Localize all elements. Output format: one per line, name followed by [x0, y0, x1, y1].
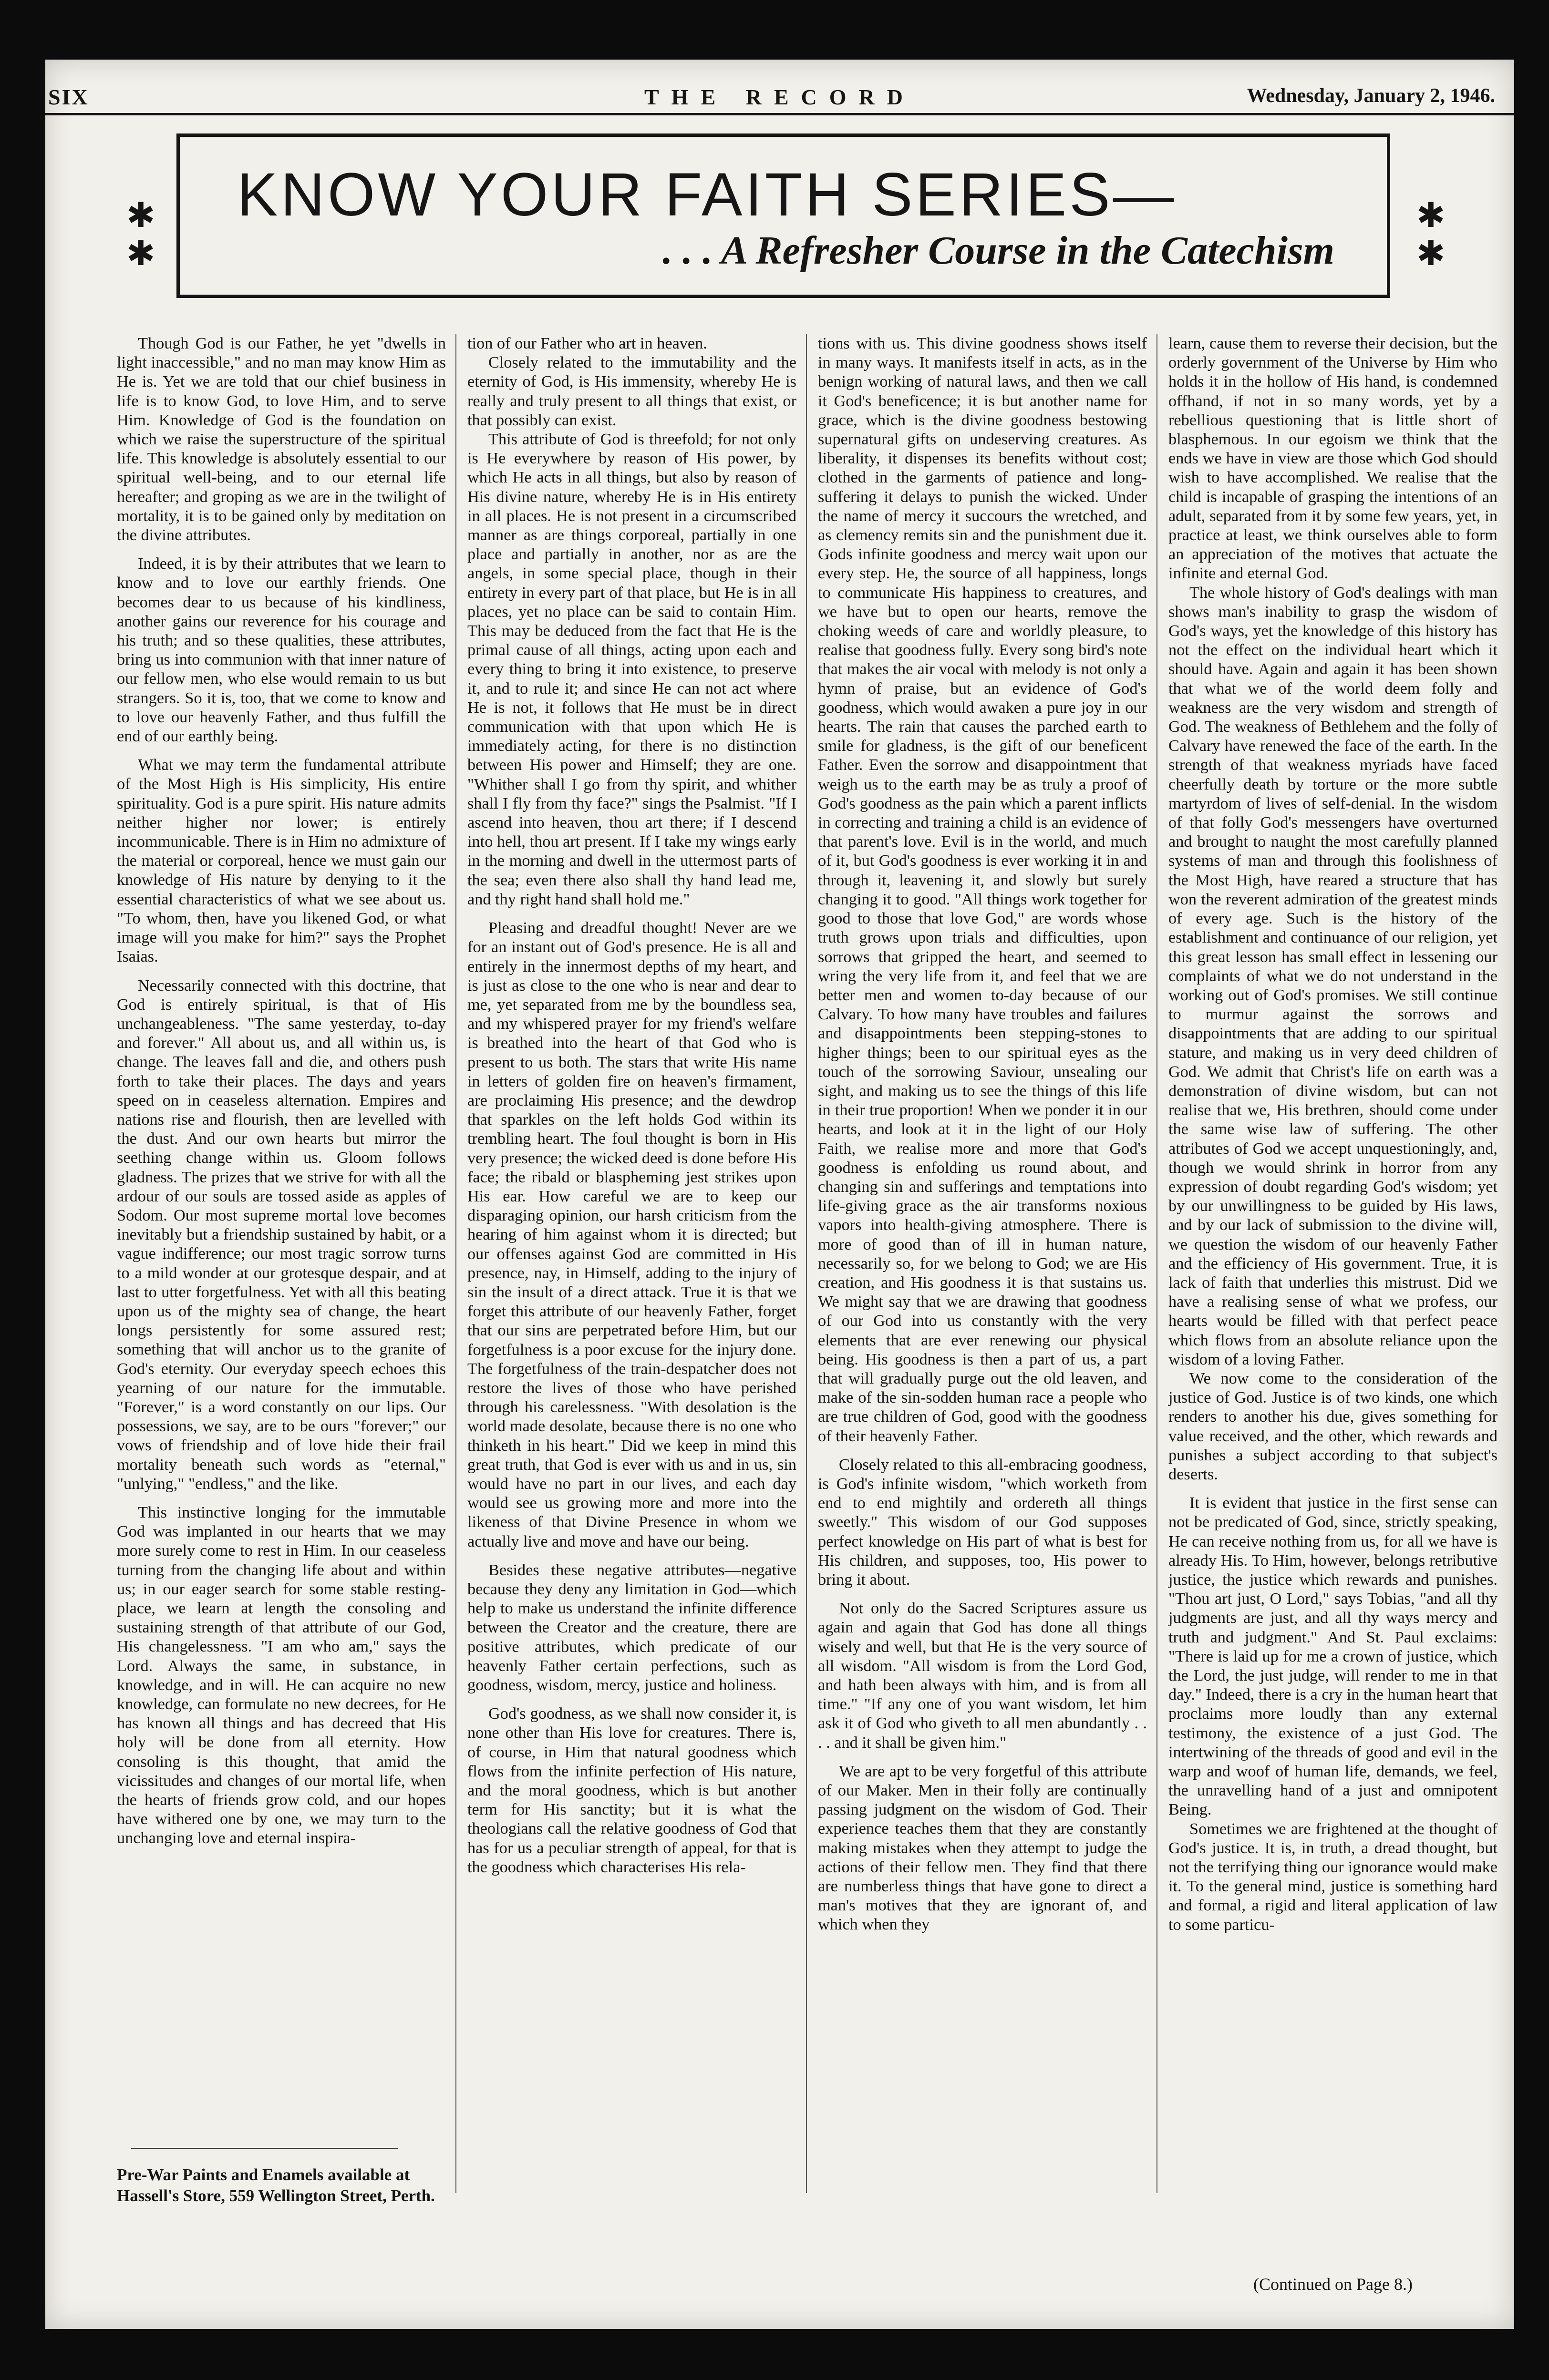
- paragraph: This attribute of God is threefold; for not only is He everywhere by reason of His power, by which He acts in all things, but also by reason of His divine nature, whereby He is in His entirety in all places. He is not present in a circumscribed manner as are things corporeal, partially in one place and partially in another, nor as are the angels, in some special place, though in their entirety in every part of that place, but He is in all places, yet no place can be said to contain Him. This may be deduced from the fact that He is the primal cause of all things, acting upon each and every thing to bring it into existence, to preserve it, and to rule it; and since He can not act where He is not, it follows that He must be in direct communication with that upon which He is immediately acting, for there is no distinction between His power and Himself; they are one. "Whither shall I go from thy spirit, and whither shall I fly from thy face?" sings the Psalmist. "If I ascend into heaven, thou art there; if I descend into hell, thou art present. If I take my wings early in the morning and dwell in the uttermost parts of the sea; even there also shall thy hand lead me, and thy right hand shall hold me.": [467, 430, 796, 908]
- paragraph: The whole history of God's dealings with man shows man's inability to grasp the wisdom of God's ways, yet the knowledge of this history has not the effect on the individual heart which it should have. Again and again it has been shown that what we of the world deem folly and weakness are the very wisdom and strength of God. The weakness of Bethlehem and the folly of Calvary have renewed the face of the earth. In the strength of that weakness myriads have faced cheerfully death by torture or the more subtle martyrdom of lives of self-denial. In the wisdom of that folly God's messengers have overturned and brought to naught the most carefully planned systems of man and through this foolishness of the Most High, have reared a structure that has won the reverent admiration of the greatest minds of every age. Such is the history of the establishment and continuance of our religion, yet this great lesson has small effect in lessening our complaints of what we do not understand in the working out of God's promises. We still continue to murmur against the sorrows and disappointments that are adding to our spiritual stature, and making us in very deed children of God. We admit that Christ's life on earth was a demonstration of divine wisdom, but can not realise that we, His brethren, should come under the same wise law of suffering. The other attributes of God we accept unquestioningly, and, though we would shrink in horror from any expression of doubt regarding God's wisdom; yet by our unwillingness to be guided by His laws, and by our lack of submission to the divine will, we question the wisdom of our heavenly Father and the efficiency of His government. True, it is lack of faith that underlies this mistrust. Did we have a realising sense of what we profess, our hearts would be filled with that perfect peace which flows from an absolute reliance upon the wisdom of a loving Father.: [1168, 583, 1497, 1368]
- paragraph: It is evident that justice in the first sense can not be predicated of God, since, strictly speaking, He can receive nothing from us, for all we have is already His. To Him, however, belongs retributive justice, the justice which rewards and punishes. "Thou art just, O Lord," says Tobias, "and all thy judgments are just, and all thy ways mercy and truth and judgment." And St. Paul exclaims: "There is laid up for me a crown of justice, which the Lord, the just judge, will render to me in that day." Indeed, there is a cry in the human heart that proclaims more loudly than any external testimony, the existence of a just God. The intertwining of the threads of good and evil in the warp and woof of human life, demands, we feel, the unravelling hand of a just and omnipotent Being.: [1168, 1494, 1497, 1819]
- star-icon: ✱: [126, 233, 155, 273]
- page-label: SIX: [48, 85, 89, 109]
- paragraph: learn, cause them to reverse their decision, but the orderly government of the Universe by Him who holds it in the hollow of His hand, is condemned offhand, if not in so many words, yet by a rebellious questioning that is little short of blasphemous. In our egoism we think that the ends we have in view are those which God should wish to have accomplished. We realise that the child is incapable of grasping the intentions of an adult, separated from it by some few years, yet, in practice at least, we think ourselves able to form an appreciation of the motives that actuate the infinite and eternal God.: [1168, 334, 1497, 583]
- article-column-2: [467, 334, 796, 1877]
- paper-title: THE RECORD: [644, 85, 915, 109]
- paragraph: Besides these negative attributes—negative because they deny any limitation in God—which help to make us understand the infinite difference between the Creator and the creature, there are positive attributes, which predicate of our heavenly Father certain perfections, such as goodness, wisdom, mercy, justice and holiness.: [467, 1560, 796, 1694]
- paragraph: Closely related to this all-embracing goodness, is God's infinite wisdom, "which worketh from end to end mightily and ordereth all things sweetly." This wisdom of our God supposes perfect knowledge on His part of what is best for His children, and supposes, too, His power to bring it about.: [818, 1455, 1147, 1589]
- masthead: [45, 60, 1514, 112]
- banner-title: KNOW YOUR FAITH SERIES—: [237, 161, 1177, 229]
- star-icon: ✱: [126, 195, 155, 235]
- paragraph: God's goodness, as we shall now consider it, is none other than His love for creatures. There is, of course, in Him that natural goodness which flows from the infinite perfection of His nature, and the moral goodness, which is but another term for His sanctity; but it is what the theologians call the relative goodness of God that has for us a peculiar strength of appeal, for that is the goodness which characterises His rela-: [467, 1704, 796, 1876]
- masthead-rule: [45, 113, 1514, 115]
- continuation-note: (Continued on Page 8.): [1253, 2275, 1413, 2294]
- issue-date: Wednesday, January 2, 1946.: [1247, 85, 1495, 107]
- paragraph: Pleasing and dreadful thought! Never are we for an instant out of God's presence. He is all and entirely in the innermost depths of my heart, and is just as close to the one who is near and dear to me, yet separated from me by the boundless sea, and my whispered prayer for my friend's welfare is breathed into the heart of that God who is present to us both. The stars that write His name in letters of golden fire on heaven's firmament, are proclaiming His presence; and the dewdrop that sparkles on the left holds God within its trembling heart. The foul thought is born in His very presence; the wicked deed is done before His face; the ribald or blaspheming jest strikes upon His ear. How careful we are to keep our disparaging opinion, our harsh criticism from the hearing of him against whom it is directed; but our offenses against God are committed in His presence, nay, in Himself, adding to the injury of sin the insult of a direct attack. True it is that we forget this attribute of our heavenly Father, forget that our sins are perpetrated before Him, but our forgetfulness is a poor excuse for the injury done. The forgetfulness of the train-despatcher does not restore the lives of those who have perished through his carelessness. "With desolation is the world made desolate, because there is no one who thinketh in his heart." Did we keep in mind this great truth, that God is ever with us and in us, sin would have no part in our lives, and each day would see us growing more and more into the likeness of that Divine Presence in whom we actually live and move and have our being.: [467, 919, 796, 1550]
- article-column-3: [818, 334, 1147, 1934]
- paragraph: tion of our Father who art in heaven.: [467, 334, 707, 352]
- paragraph: Sometimes we are frightened at the thought of God's justice. It is, in truth, a dread thought, but not the terrifying thing our ignorance would make it. To the general mind, justice is something hard and formal, a rigid and literal application of law to some particu-: [1168, 1819, 1497, 1934]
- article-column-4: [1168, 334, 1497, 1934]
- banner-subtitle: . . . A Refresher Course in the Catechism: [662, 228, 1334, 273]
- paragraph: We are apt to be very forgetful of this attribute of our Maker. Men in their folly are continually passing judgment on the wisdom of God. Their experience teaches them that they are constantly making mistakes when they attempt to judge the actions of their fellow men. They find that there are numberless things that have gone to direct a man's motives that they are ignorant of, and which when they: [818, 1762, 1147, 1934]
- advertisement-rule: [131, 2148, 398, 2149]
- paragraph: Not only do the Sacred Scriptures assure us again and again that God has done all things wisely and well, but that He is the very source of all wisdom. "All wisdom is from the Lord God, and hath been always with him, and is from all time." "If any one of you want wisdom, let him ask it of God who giveth to all men abundantly . . . . and it shall be given him.": [818, 1599, 1147, 1752]
- paragraph: Necessarily connected with this doctrine, that God is entirely spiritual, is that of His unchangeableness. "The same yesterday, to-day and forever." All about us, and all within us, is change. The leaves fall and die, and others push forth to take their places. The days and years speed on in ceaseless alternation. Empires and nations rise and flourish, then are levelled with the dust. And our own hearts but mirror the seething change within us. Gloom follows gladness. The prizes that we strive for with all the ardour of our souls are tossed aside as apples of Sodom. Our most supreme mortal love becomes inevitably but a friendship sustained by habit, or a vague indifference; our most tragic sorrow turns to a mild wonder at our grotesque despair, and at last to utter forgetfulness. Yet with all this beating upon us of the mighty sea of change, the heart longs persistently for some assured rest; something that will anchor us to the granite of God's eternity. Our everyday speech echoes this yearning of our nature for the immutable. "Forever," is a word constantly on our lips. Our possessions, we say, are to be ours "forever;" our vows of friendship and of love hide their frail mortality beneath such words as "eternal," "unlying," "endless," and the like.: [117, 976, 446, 1493]
- star-icon: ✱: [1416, 233, 1446, 273]
- paragraph: What we may term the fundamental attribute of the Most High is His simplicity, His entire spirituality. God is a pure spirit. His nature admits neither higher nor lower; is entirely incommunicable. There is in Him no admixture of the material or corporeal, hence we must gain our knowledge of His nature by denying to it the essential characteristics of what we see about us. "To whom, then, have you likened God, or what image will you make for him?" says the Prophet Isaias.: [117, 756, 446, 966]
- paragraph: Closely related to the immutability and the eternity of God, is His immensity, whereby He is really and truly present to all things that exist, or that possibly can exist.: [467, 353, 796, 429]
- paragraph: Though God is our Father, he yet "dwells in light inaccessible," and no man may know Him as He is. Yet we are told that our chief business in life is to know God, to love Him, and to serve Him. Knowledge of God is the foundation on which we raise the superstructure of the spiritual life. This knowledge is absolutely essential to our spiritual well-being, and to our eternal life hereafter; and groping as we are in the twilight of mortality, it is to be gained only by meditation on the divine attributes.: [117, 334, 446, 544]
- star-icon: ✱: [1416, 195, 1446, 235]
- paragraph: We now come to the consideration of the justice of God. Justice is of two kinds, one which renders to another his due, gives something for value received, and the other, which rewards and punishes a subject according to that subject's deserts.: [1168, 1369, 1497, 1483]
- column-divider: [455, 334, 456, 2193]
- series-banner: [176, 133, 1390, 298]
- paragraph: tions with us. This divine goodness shows itself in many ways. It manifests itself in acts, as in the benign working of natural laws, and then we call it God's beneficence; it is but another name for grace, which is the divine goodness bestowing supernatural gifts on undeserving creatures. As liberality, it dispenses its benefits without cost; clothed in the garments of patience and long-suffering it delays to punish the wicked. Under the name of mercy it succours the wretched, and as clemency remits sin and the punishment due it. Gods infinite goodness and mercy wait upon our every step. He, the source of all happiness, longs to communicate His happiness to creatures, and we have but to open our hearts, remove the choking weeds of care and worldly pleasure, to realise that goodness fully. Every song bird's note that makes the air vocal with melody is not only a hymn of praise, but an evidence of God's goodness, which would awaken a pure joy in our hearts. The rain that causes the parched earth to smile for gladness, is the gift of our beneficent Father. Even the sorrow and disappointment that weigh us to the earth may be as truly a proof of God's goodness as the pain which a parent inflicts in correcting and training a child is an evidence of that parent's love. Evil is in the world, and much of it, but God's goodness is ever working it in and through it, leavening it, and slowly but surely changing it to good. "All things work together for good to those that love God," are words whose truth grows upon trials and difficulties, upon sorrows that gripped the heart, and seemed to wring the very life from it, and feel that we are better men and women to-day because of our Calvary. To how many have troubles and failures and disappointments been stepping-stones to higher things; been to our spiritual eyes as the touch of the sorrowing Saviour, unsealing our sight, and making us to see the things of this life in their true proportion! When we ponder it in our hearts, and look at it in the light of our Holy Faith, we realise more and more that God's goodness is enfolding us round about, and changing sin and sufferings and temptations into life-giving grace as the air transforms noxious vapors into health-giving atmosphere. There is more of good than of ill in human nature, necessarily so, for we belong to God; we are His creation, and His goodness it is that sustains us. We might say that we are drawing that goodness of our God into us constantly with the very elements that are ever renewing our physical being. His goodness is then a part of us, a part that will gradually purge out the old leaven, and make of the sin-sodden human race a people who are true children of God, good with the goodness of their heavenly Father.: [818, 334, 1147, 1445]
- column-divider: [806, 334, 807, 2193]
- advertisement: Pre-War Paints and Enamels available at Hassell's Store, 559 Wellington Street, Perth.: [117, 2165, 435, 2205]
- paragraph: Indeed, it is by their attributes that we learn to know and to love our earthly friends. One becomes dear to us because of his kindliness, another gains our reverence for his courage and his truth; and so these qualities, these attributes, bring us into communion with that inner nature of our fellow men, who else would remain to us but strangers. So it is, too, that we come to know and to love our heavenly Father, and thus fulfill the end of our earthly being.: [117, 554, 446, 746]
- article-column-1: [117, 334, 446, 1848]
- paragraph: This instinctive longing for the immutable God was implanted in our hearts that we may more surely come to rest in Him. In our ceaseless turning from the changing life about and within us; in our eager search for some stable resting-place, we learn at length the consoling and sustaining strength of that attribute of our God, His changelessness. "I am who am," says the Lord. Always the same, in substance, in knowledge, and in will. He can acquire no new knowledge, can formulate no new decrees, for He has known all things and has decreed that His holy will be done from all eternity. How consoling is this thought, that amid the vicissitudes and changes of our mortal life, when the hearts of friends grow cold, and our hopes have withered one by one, we may turn to the unchanging love and eternal inspira-: [117, 1503, 446, 1847]
- newspaper-page: [45, 60, 1514, 2329]
